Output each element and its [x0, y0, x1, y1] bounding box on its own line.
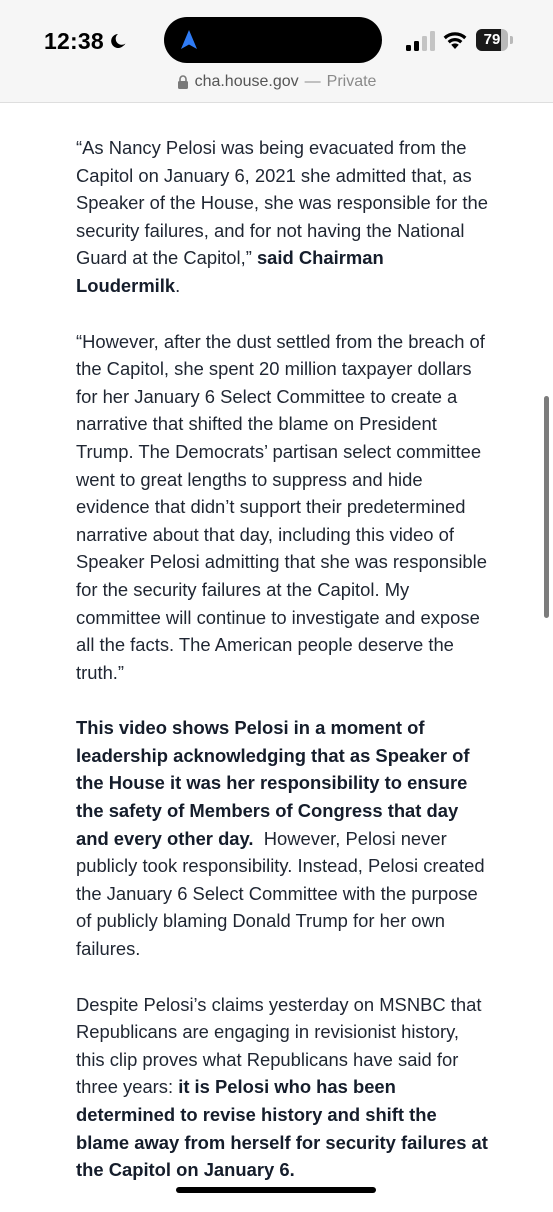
- navigation-arrow-icon: [178, 28, 200, 52]
- paragraph-1-text: “As Nancy Pelosi was being evacuated from the Capitol on January 6, 2021 she admitted that, as Speaker of the House, she was responsible for the security failures, and for not having the National Guard at the Capitol,”: [76, 137, 488, 269]
- dynamic-island[interactable]: [164, 17, 382, 63]
- url-bar[interactable]: [0, 66, 553, 103]
- url-separator: —: [304, 73, 321, 90]
- battery-indicator: [476, 29, 514, 51]
- article-paragraph-1: [76, 134, 491, 300]
- paragraph-4-bold: it is Pelosi who has been determined to revise history and shift the blame away from herself for security failures at the Capitol on January 6.: [76, 1076, 488, 1181]
- lock-icon: [177, 75, 189, 89]
- paragraph-1-attribution: said Chairman Loudermilk: [76, 247, 384, 296]
- paragraph-1-tail: .: [175, 274, 181, 296]
- paragraph-3-bold: This video shows Pelosi in a moment of leadership acknowledging that as Speaker of the House it was her responsibility to ensure the safety of Members of Congress that day and every other day.: [76, 717, 470, 849]
- status-time: 12:38: [44, 28, 104, 54]
- url-display[interactable]: [177, 66, 377, 98]
- paragraph-2-text: “However, after the dust settled from the breach of the Capitol, she spent 20 million taxpayer dollars for her January 6 Select Committee to create a narrative that shifted the blame on President Trump. The Democrats’ partisan select committee went to great lengths to suppress and hide evidence that didn’t support their predetermined narrative about that day, including this video of Speaker Pelosi admitting that she was responsible for the security failures at the Capitol. My committee will continue to investigate and expose all the facts. The American people deserve the truth.”: [76, 330, 487, 683]
- paragraph-3-text: However, Pelosi never publicly took responsibility. Instead, Pelosi created the January 6 Select Committee with the purpose of publicly blaming Donald Trump for her own failures.: [76, 827, 490, 960]
- article-paragraph-2: [76, 328, 491, 687]
- paragraph-4-text: Despite Pelosi’s claims yesterday on MSNBC that Republicans are engaging in revisionist history, this clip proves what Republicans have said for three years:: [76, 993, 482, 1098]
- wifi-icon: [442, 29, 468, 51]
- battery-level: 79: [483, 31, 501, 48]
- cellular-signal-icon: [405, 31, 435, 51]
- battery-body: [476, 29, 508, 51]
- article-body: [76, 134, 491, 1212]
- article-paragraph-3: [76, 714, 491, 962]
- article-paragraph-4: [76, 991, 491, 1184]
- moon-icon: [110, 32, 128, 50]
- url-domain: cha.house.gov: [194, 73, 299, 90]
- scroll-indicator[interactable]: [544, 396, 549, 618]
- status-bar: [0, 0, 553, 66]
- battery-cap: [510, 36, 513, 44]
- home-indicator[interactable]: [176, 1187, 376, 1193]
- private-mode-label: Private: [326, 73, 377, 90]
